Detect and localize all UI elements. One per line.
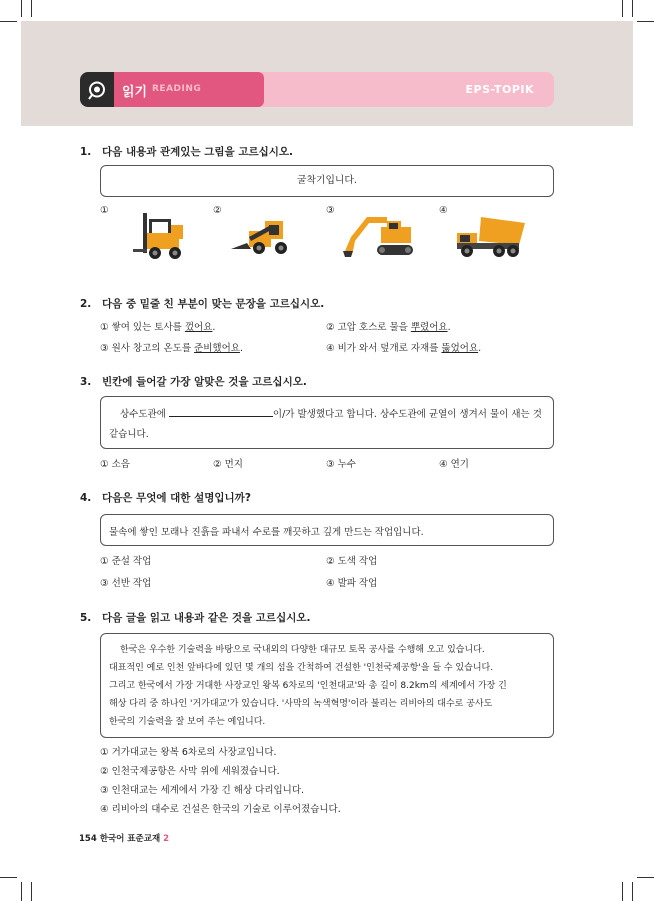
option-text: 비가 와서 덮개로 자재를 xyxy=(337,343,442,354)
question-3-prompt xyxy=(80,374,307,389)
box-text-pre: 상수도관에 xyxy=(120,409,169,420)
underlined-word: 뚫었어요 xyxy=(441,343,479,354)
option-item[interactable] xyxy=(439,456,469,470)
option-text: 고압 호스로 물을 xyxy=(337,322,411,333)
question-text: 다음은 무엇에 대한 설명입니까? xyxy=(102,492,251,504)
option-marker: ④ xyxy=(326,343,335,354)
option-text: 원사 창고의 온도를 xyxy=(111,343,195,354)
passage-line: 해상 다리 중 하나인 '거가대교'가 있습니다. '사막의 녹색혁명'이라 불리는 리비아의 대수로 공사도 xyxy=(109,699,493,709)
question-text: 다음 글을 읽고 내용과 같은 것을 고르십시오. xyxy=(102,612,311,624)
section-title-ko: 읽기 xyxy=(122,85,148,100)
question-number: 1. xyxy=(80,146,92,158)
question-5-prompt xyxy=(80,610,311,625)
option-item[interactable] xyxy=(326,319,451,333)
question-1-prompt xyxy=(80,144,293,159)
question-5-passage-box xyxy=(100,633,554,738)
excavator-image[interactable] xyxy=(339,211,415,259)
crop-mark xyxy=(632,0,633,17)
option-text: 쌓여 있는 토사를 xyxy=(111,322,185,333)
reading-icon xyxy=(80,72,114,107)
option-item[interactable] xyxy=(100,319,215,333)
crop-mark xyxy=(622,882,623,901)
option-marker: ④ xyxy=(100,804,109,815)
page-footer xyxy=(79,832,169,844)
option-punct: . xyxy=(239,343,243,354)
question-number: 5. xyxy=(80,612,92,624)
option-text: 도색 작업 xyxy=(337,556,378,567)
option-item[interactable] xyxy=(100,782,304,796)
crop-mark xyxy=(31,882,32,901)
option-marker: ① xyxy=(100,459,109,470)
option-item[interactable] xyxy=(100,340,243,354)
option-text: 누수 xyxy=(337,459,356,470)
option-marker: ④ xyxy=(326,578,335,589)
option-item[interactable] xyxy=(326,553,377,567)
crop-mark xyxy=(0,21,17,22)
box-text-post: 이/가 발생했다고 합니다. 상수도관에 균열이 생겨서 물이 새는 것 xyxy=(272,409,542,420)
option-marker[interactable]: ② xyxy=(213,205,222,216)
option-item[interactable] xyxy=(100,763,280,777)
option-marker: ③ xyxy=(100,343,109,354)
option-text: 인천국제공항은 사막 위에 세워졌습니다. xyxy=(111,766,280,777)
crop-mark xyxy=(21,882,22,901)
option-item[interactable] xyxy=(326,340,481,354)
option-item[interactable] xyxy=(213,456,243,470)
textbook-page xyxy=(21,21,633,877)
crop-mark xyxy=(637,21,654,22)
option-marker[interactable]: ③ xyxy=(326,205,335,216)
option-item[interactable] xyxy=(100,553,151,567)
option-text: 소음 xyxy=(111,459,130,470)
option-marker: ③ xyxy=(100,578,109,589)
page-number: 154 xyxy=(79,834,97,844)
option-marker: ② xyxy=(100,766,109,777)
option-marker: ② xyxy=(213,459,222,470)
option-marker: ② xyxy=(326,556,335,567)
box-line-2: 같습니다. xyxy=(109,429,149,440)
answer-blank[interactable] xyxy=(169,406,273,417)
passage-line: 그리고 한국에서 가장 거대한 사장교인 왕복 6차로의 '인천대교'와 총 길이 8.2km의 세계에서 가장 긴 xyxy=(109,681,507,691)
option-text: 인천대교는 세계에서 가장 긴 해상 다리입니다. xyxy=(111,785,305,796)
option-marker: ④ xyxy=(439,459,448,470)
skid-steer-loader-image[interactable] xyxy=(229,217,299,255)
passage-line: 대표적인 예로 인천 앞바다에 있던 몇 개의 섬을 간척하여 건설한 '인천국제공항'을 들 수 있습니다. xyxy=(109,663,494,673)
underlined-word: 준비했어요 xyxy=(194,343,240,354)
box-text: 물속에 쌓인 모래나 진흙을 파내서 수로를 깨끗하고 깊게 만드는 작업입니다. xyxy=(109,527,424,538)
question-2-prompt xyxy=(80,296,324,311)
option-item[interactable] xyxy=(326,575,377,589)
section-header xyxy=(80,72,554,107)
option-text: 거가대교는 왕복 6차로의 사장교입니다. xyxy=(111,747,277,758)
option-text: 발파 작업 xyxy=(337,578,378,589)
passage-line: 한국의 기술력을 잘 보여 주는 예입니다. xyxy=(109,717,266,727)
option-text: 준설 작업 xyxy=(111,556,152,567)
option-marker: ③ xyxy=(326,459,335,470)
dump-truck-image[interactable] xyxy=(453,213,529,259)
option-item[interactable] xyxy=(100,744,277,758)
crop-mark xyxy=(21,0,22,17)
crop-mark xyxy=(632,882,633,901)
box-line-1 xyxy=(120,406,542,420)
option-text: 선반 작업 xyxy=(111,578,152,589)
option-marker[interactable]: ① xyxy=(100,205,109,216)
option-item[interactable] xyxy=(100,801,341,815)
option-text: 먼지 xyxy=(224,459,243,470)
option-marker: ② xyxy=(326,322,335,333)
volume-number: 2 xyxy=(163,834,170,844)
question-text: 다음 내용과 관계있는 그림을 고르십시오. xyxy=(102,146,294,158)
option-item[interactable] xyxy=(100,575,151,589)
question-3-box xyxy=(100,396,554,449)
option-marker: ① xyxy=(100,747,109,758)
book-title: 한국어 표준교재 xyxy=(99,834,161,844)
crop-mark xyxy=(637,877,654,878)
question-text: 빈칸에 들어갈 가장 알맞은 것을 고르십시오. xyxy=(102,376,307,388)
option-punct: . xyxy=(212,322,216,333)
crop-mark xyxy=(31,0,32,17)
forklift-image[interactable] xyxy=(131,211,186,261)
question-text: 다음 중 밑줄 친 부분이 맞는 문장을 고르십시오. xyxy=(102,298,325,310)
underlined-word: 껐어요 xyxy=(184,322,213,333)
box-text: 굴착기입니다. xyxy=(297,175,357,186)
question-4-box xyxy=(100,514,554,546)
section-title-en: READING xyxy=(152,84,202,94)
brand-label: EPS-TOPIK xyxy=(465,83,534,96)
question-number: 4. xyxy=(80,492,92,504)
option-marker[interactable]: ④ xyxy=(439,205,448,216)
option-marker: ③ xyxy=(100,785,109,796)
underlined-word: 뿌렸어요 xyxy=(410,322,448,333)
option-item[interactable] xyxy=(326,456,356,470)
option-punct: . xyxy=(478,343,482,354)
option-item[interactable] xyxy=(100,456,130,470)
question-4-prompt xyxy=(80,490,251,505)
option-text: 연기 xyxy=(450,459,469,470)
question-number: 2. xyxy=(80,298,92,310)
option-marker: ① xyxy=(100,322,109,333)
option-text: 리비아의 대수로 건설은 한국의 기술로 이루어졌습니다. xyxy=(111,804,341,815)
question-1-box xyxy=(100,165,554,197)
option-marker: ① xyxy=(100,556,109,567)
passage-line: 한국은 우수한 기술력을 바탕으로 국내외의 다양한 대규모 토목 공사를 수행해 오고 있습니다. xyxy=(120,645,485,655)
crop-mark xyxy=(622,0,623,17)
option-punct: . xyxy=(447,322,451,333)
question-number: 3. xyxy=(80,376,92,388)
crop-mark xyxy=(0,877,17,878)
